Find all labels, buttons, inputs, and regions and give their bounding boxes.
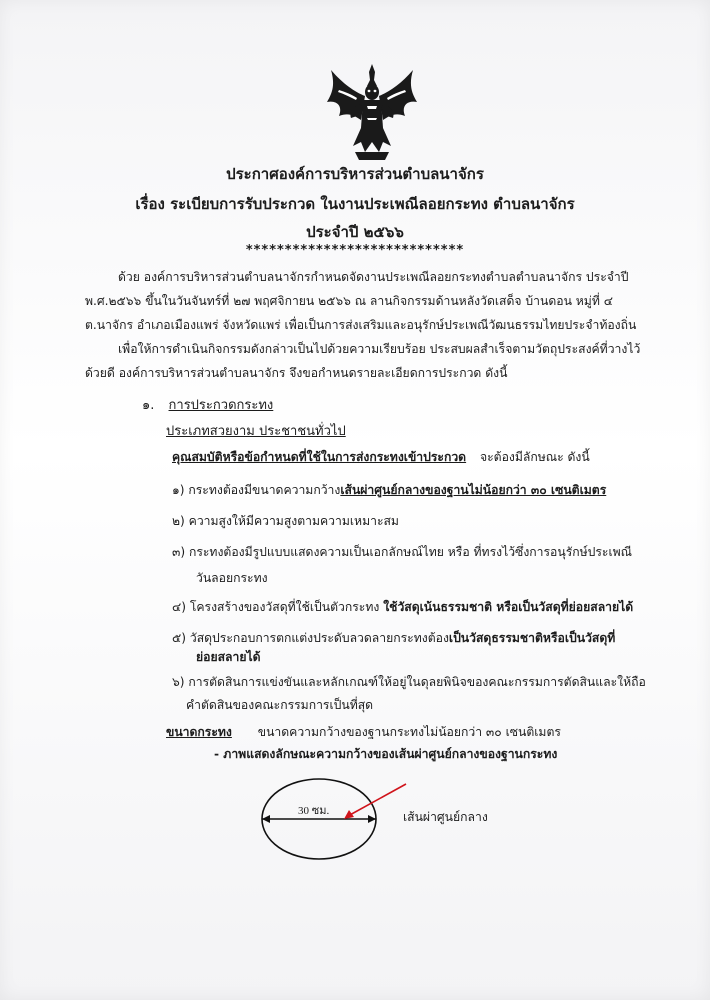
- rule-6-line-2: คำตัดสินของคณะกรรมการเป็นที่สุด: [186, 698, 374, 712]
- qualification-title: คุณสมบัติหรือข้อกำหนดที่ใช้ในการส่งกระทงเข้าประกวด: [172, 450, 467, 464]
- rule-4: [172, 598, 633, 617]
- diagram-caption: - ภาพแสดงลักษณะความกว้างของเส้นผ่าศูนย์กลางของฐานกระทง: [214, 747, 558, 761]
- rule-2: ๒) ความสูงให้มีความสูงตามความเหมาะสม: [172, 514, 399, 528]
- announcement-subject: เรื่อง ระเบียบการรับประกวด ในงานประเพณีลอยกระทง ตำบลนาจักร: [135, 195, 575, 213]
- diameter-arrow-left: [262, 815, 270, 823]
- intro-line-1: ด้วย องค์การบริหารส่วนตำบลนาจักรกำหนดจัดงานประเพณีลอยกระทงตำบลตำบลนาจักร ประจำปี: [118, 270, 629, 284]
- intro-line-2: พ.ศ.๒๕๖๖ ขึ้นในวันจันทร์ที่ ๒๗ พฤศจิกายน ๒๕๖๖ ณ ลานกิจกรรมด้านหลังวัดเสด็จ บ้านดอน หมู่ที่ ๔: [85, 294, 613, 308]
- rule-4-emphasis: ใช้วัสดุเน้นธรรมชาติ หรือเป็นวัสดุที่ย่อยสลายได้: [383, 600, 634, 614]
- contest-category: ประเภทสวยงาม ประชาชนทั่วไป: [166, 424, 346, 439]
- section-number: ๑.: [142, 398, 155, 413]
- rule-1-emphasis: เส้นผ่าศูนย์กลางของฐานไม่น้อยกว่า ๓๐ เซนติเมตร: [340, 483, 607, 497]
- section-title: การประกวดกระทง: [168, 398, 274, 413]
- rule-5-line-2: ย่อยสลายได้: [196, 650, 261, 664]
- size-text: ขนาดความกว้างของฐานกระทงไม่น้อยกว่า ๓๐ เซนติเมตร: [257, 725, 561, 739]
- size-line: [166, 723, 561, 742]
- pointer-label: เส้นผ่าศูนย์กลาง: [403, 810, 488, 824]
- size-label: ขนาดกระทง: [166, 725, 232, 739]
- measure-label: 30 ซม.: [298, 805, 330, 817]
- intro-line-5: ด้วยดี องค์การบริหารส่วนตำบลนาจักร จึงขอกำหนดรายละเอียดการประกวด ดังนี้: [85, 366, 508, 380]
- rule-1: [172, 481, 606, 500]
- rule-5-text: ๕) วัสดุประกอบการตกแต่งประดับลวดลายกระทงต้อง: [172, 631, 449, 645]
- rule-1-text: ๑) กระทงต้องมีขนาดความกว้าง: [172, 483, 341, 497]
- rule-3-line-1: ๓) กระทงต้องมีรูปแบบแสดงความเป็นเอกลักษณ์ไทย หรือ ที่ทรงไว้ซึ่งการอนุรักษ์ประเพณี: [172, 545, 632, 559]
- intro-line-3: ต.นาจักร อำเภอเมืองแพร่ จังหวัดแพร่ เพื่อเป็นการส่งเสริมและอนุรักษ์ประเพณีวัฒนธรรมไทยประจำท้องถิ่น: [85, 318, 637, 332]
- section-heading: [142, 394, 273, 415]
- qualification-heading: [172, 448, 590, 467]
- separator-stars: ****************************: [245, 243, 465, 258]
- announcement-title: ประกาศองค์การบริหารส่วนตำบลนาจักร: [226, 165, 484, 183]
- pointer-arrow-icon: [336, 780, 408, 822]
- rule-6-line-1: ๖) การตัดสินการแข่งขันและหลักเกณฑ์ให้อยู่ในดุลยพินิจของคณะกรรมการตัดสินและให้ถือ: [172, 675, 646, 689]
- intro-line-4: เพื่อให้การดำเนินกิจกรรมดังกล่าวเป็นไปด้วยความเรียบร้อย ประสบผลสำเร็จตามวัตถุประสงค์ที่วางไว้: [118, 342, 641, 356]
- rule-5-emphasis: เป็นวัสดุธรรมชาติหรือเป็นวัสดุที่: [448, 631, 616, 645]
- rule-5-line-1: [172, 629, 615, 648]
- announcement-year: ประจำปี ๒๕๖๖: [306, 223, 404, 241]
- rule-4-text: ๔) โครงสร้างของวัสดุที่ใช้เป็นตัวกระทง: [172, 600, 380, 614]
- qualification-suffix: จะต้องมีลักษณะ ดังนี้: [479, 450, 590, 464]
- rule-3-line-2: วันลอยกระทง: [196, 571, 268, 585]
- garuda-emblem-icon: [325, 62, 419, 162]
